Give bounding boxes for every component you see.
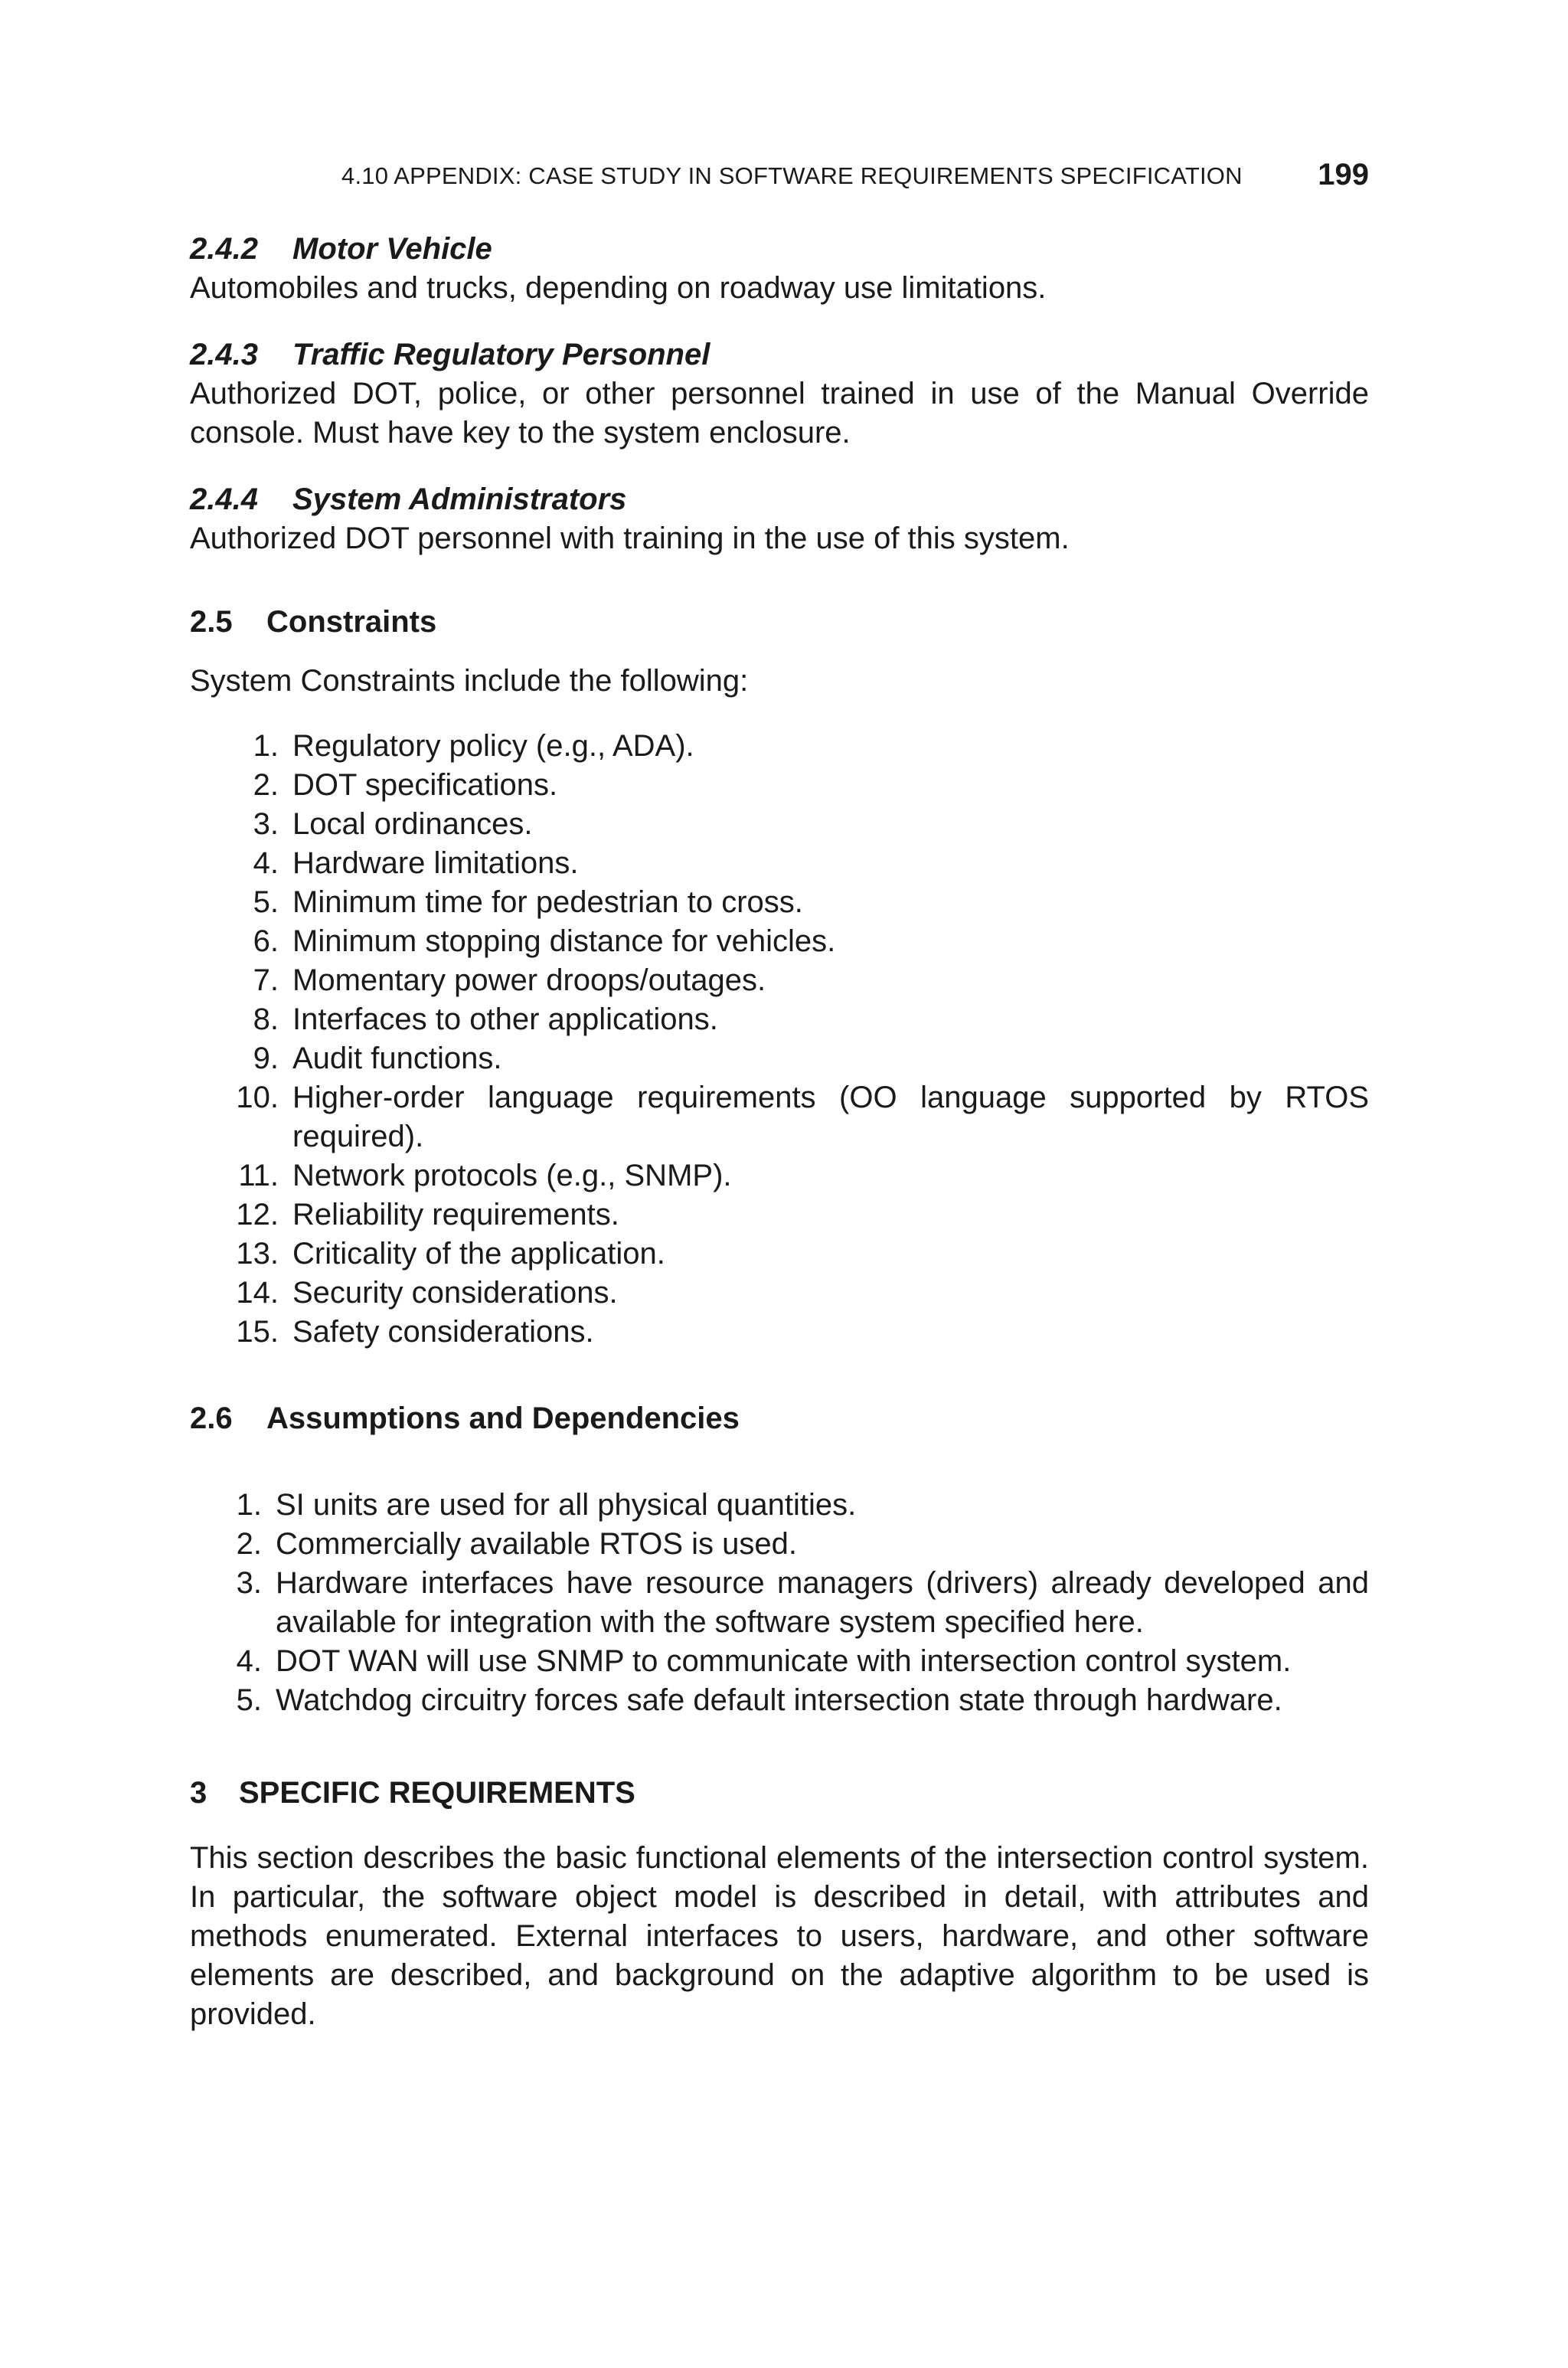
list-item (190, 766, 1369, 805)
constraints-list (190, 727, 1369, 1352)
list-text: Hardware limitations. (292, 846, 579, 880)
section-number: 2.6 (190, 1402, 233, 1435)
list-item (190, 883, 1369, 922)
list-number: 3. (236, 1566, 262, 1600)
list-item (190, 805, 1369, 844)
list-number: 12. (236, 1198, 279, 1231)
list-item (190, 1000, 1369, 1039)
list-item (190, 1156, 1369, 1195)
list-number: 5. (236, 1683, 262, 1717)
list-item (190, 1642, 1369, 1681)
list-text: Momentary power droops/outages. (292, 963, 766, 997)
list-number: 4. (253, 846, 279, 880)
section-number: 2.4.2 (190, 232, 258, 266)
section-title: System Administrators (292, 482, 627, 516)
list-item (190, 1313, 1369, 1352)
list-text: Criticality of the application. (292, 1237, 665, 1271)
list-item (190, 1235, 1369, 1274)
running-head (341, 158, 1369, 191)
list-text: Interfaces to other applications. (292, 1002, 718, 1036)
section-title: Constraints (266, 605, 437, 639)
section-heading-2-4-4 (190, 480, 1369, 519)
section-title: Assumptions and Dependencies (266, 1402, 740, 1435)
list-number: 2. (253, 768, 279, 802)
list-number: 10. (236, 1081, 279, 1114)
list-number: 4. (236, 1644, 262, 1678)
list-number: 14. (236, 1276, 279, 1310)
list-number: 1. (253, 729, 279, 763)
list-text: SI units are used for all physical quantities. (276, 1488, 857, 1522)
list-text: Hardware interfaces have resource managers (drivers) already developed and available for integration with the software system specified here. (276, 1566, 1369, 1639)
list-text: Minimum time for pedestrian to cross. (292, 885, 803, 919)
section-number: 3 (190, 1776, 207, 1810)
list-text: DOT specifications. (292, 768, 558, 802)
list-text: Audit functions. (292, 1042, 502, 1075)
list-number: 5. (253, 885, 279, 919)
list-item (190, 1681, 1369, 1720)
section-heading-2-5 (190, 603, 1369, 642)
page-number: 199 (1318, 158, 1369, 191)
list-number: 13. (236, 1237, 279, 1271)
section-heading-2-4-2 (190, 230, 1369, 269)
list-item (190, 1564, 1369, 1642)
list-item (190, 922, 1369, 961)
list-number: 2. (236, 1527, 262, 1561)
list-text: Network protocols (e.g., SNMP). (292, 1159, 732, 1192)
list-number: 9. (253, 1042, 279, 1075)
list-text: Local ordinances. (292, 807, 533, 841)
list-number: 11. (238, 1159, 279, 1192)
list-item (190, 844, 1369, 883)
list-text: Security considerations. (292, 1276, 618, 1310)
section-body-2-4-4: Authorized DOT personnel with training in the use of this system. (190, 522, 1070, 555)
section-number: 2.5 (190, 605, 233, 639)
section-heading-2-4-3 (190, 335, 1369, 374)
page-content (190, 230, 1369, 2034)
list-number: 6. (253, 924, 279, 958)
list-item (190, 1039, 1369, 1078)
section-body-2-4-3: Authorized DOT, police, or other personnel trained in use of the Manual Override console. Must have key to the system enclosure. (190, 377, 1369, 450)
list-number: 3. (253, 807, 279, 841)
list-text: Commercially available RTOS is used. (276, 1527, 797, 1561)
list-item (190, 1525, 1369, 1564)
list-item (190, 1078, 1369, 1156)
constraints-intro: System Constraints include the following: (190, 664, 749, 698)
list-item (190, 727, 1369, 766)
list-item (190, 1486, 1369, 1525)
list-item (190, 961, 1369, 1000)
list-item (190, 1274, 1369, 1313)
section-number: 2.4.4 (190, 482, 258, 516)
list-text: Higher-order language requirements (OO language supported by RTOS required). (292, 1081, 1369, 1153)
section-title: SPECIFIC REQUIREMENTS (239, 1776, 635, 1810)
list-text: Safety considerations. (292, 1315, 594, 1349)
list-number: 7. (253, 963, 279, 997)
list-text: Regulatory policy (e.g., ADA). (292, 729, 694, 763)
assumptions-list (190, 1486, 1369, 1720)
section-title: Traffic Regulatory Personnel (292, 338, 710, 371)
running-head-text: 4.10 APPENDIX: CASE STUDY IN SOFTWARE REQUIREMENTS SPECIFICATION (341, 162, 1243, 189)
section-body-2-4-2: Automobiles and trucks, depending on roadway use limitations. (190, 271, 1047, 305)
section-number: 2.4.3 (190, 338, 258, 371)
list-text: Watchdog circuitry forces safe default intersection state through hardware. (276, 1683, 1282, 1717)
section-heading-3 (190, 1774, 1369, 1813)
section-heading-2-6 (190, 1399, 1369, 1438)
section-body-3: This section describes the basic functional elements of the intersection control system. In particular, the software object model is described in detail, with attributes and methods enumerated. External interfaces to users, hardware, and other software elements are described, and background on the adaptive algorithm to be used is provided. (190, 1841, 1369, 2031)
list-number: 1. (236, 1488, 262, 1522)
list-text: Reliability requirements. (292, 1198, 619, 1231)
list-item (190, 1195, 1369, 1235)
list-text: Minimum stopping distance for vehicles. (292, 924, 836, 958)
list-number: 8. (253, 1002, 279, 1036)
list-text: DOT WAN will use SNMP to communicate with intersection control system. (276, 1644, 1292, 1678)
list-number: 15. (236, 1315, 279, 1349)
section-title: Motor Vehicle (292, 232, 492, 266)
